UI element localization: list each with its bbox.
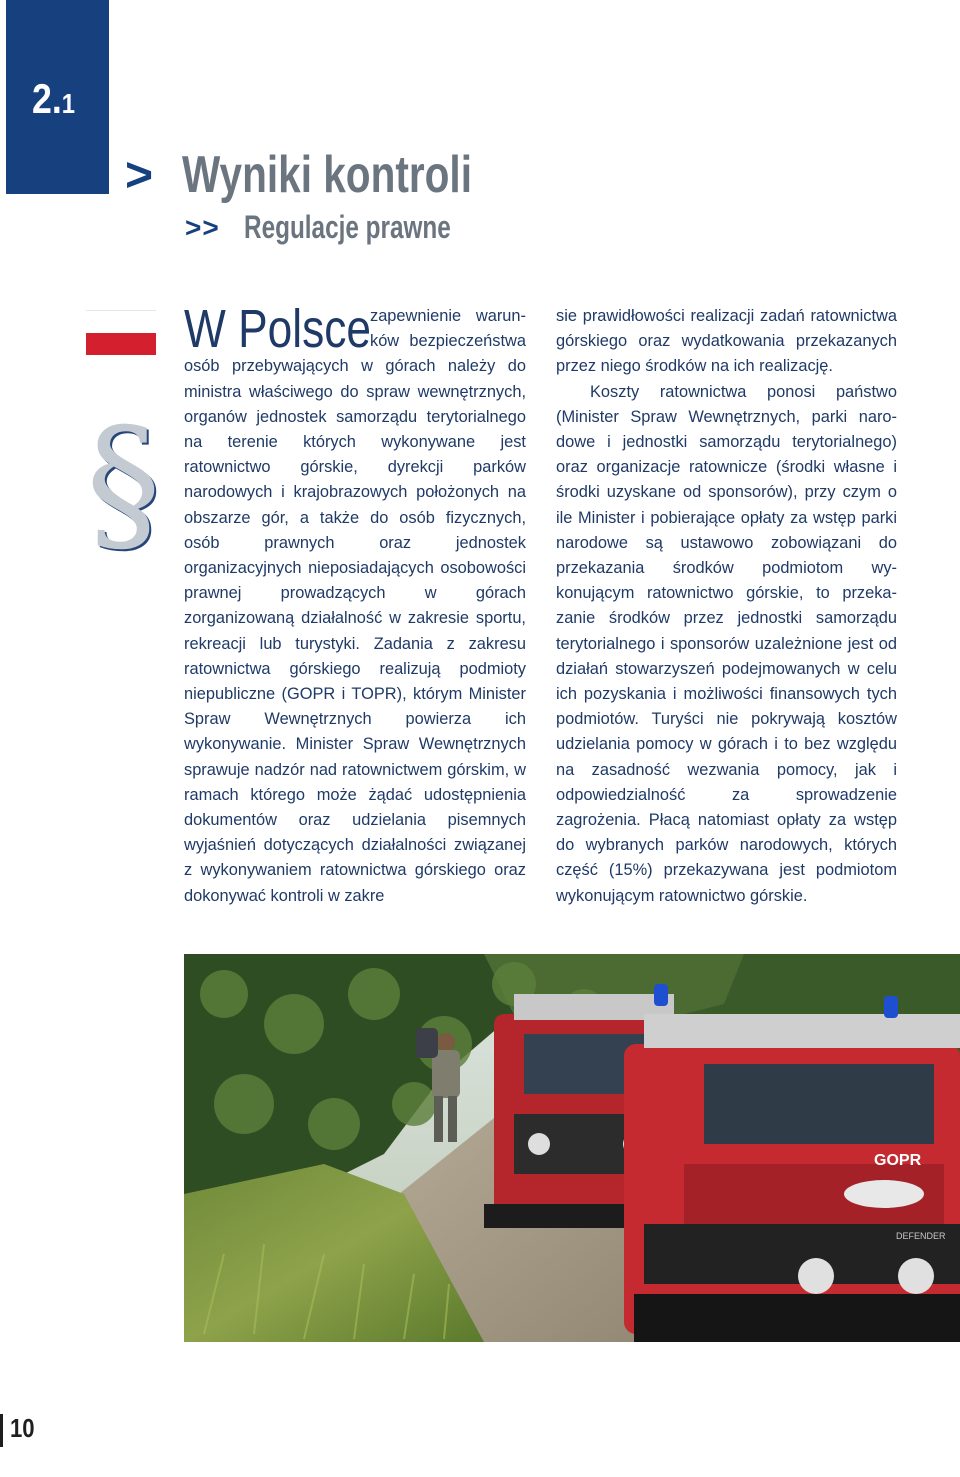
article-column-right: [556, 304, 897, 909]
svg-text:GOPR: GOPR: [874, 1152, 922, 1169]
page-number-bar: [0, 1414, 3, 1447]
page-number: 10: [10, 1413, 35, 1443]
article-left-text: zapewnienie warunków bezpieczeństwa osób przebywających w górach należy do ministra właściwego do spraw wewnętrznych, organów jednostek samorządu terytorialnego na terenie których wykonywane jest ratownictwo górskie, dyrekcji parków narodowych i krajobrazowych położonych na obszarze gór, a także do osób fizycznych, osób prawnych oraz jednostek organizacyjnych nieposiadających osobowości prawnej prowadzących w górach zorganizowaną działalność w zakresie sportu, rekreacji lub turystyki. Zadania z zakresu ratownictwa górskiego realizują podmioty niepubliczne (GOPR i TOPR), którym Minister Spraw Wewnętrznych powierza ich wykonywanie. Minister Spraw Wewnętrznych sprawuje nadzór nad ratownictwem górskim, w ramach którego może żądać udostępnienia dokumentów oraz udzielania pisemnych wyjaśnień dotyczących działalności związanej z wykonywaniem ratownictwa górskiego oraz dokonywać kontroli w zakre: [184, 307, 526, 905]
page-title: Wyniki kontroli: [182, 146, 472, 204]
article-lead: W Polsce: [184, 299, 372, 359]
poland-flag-icon: [86, 310, 156, 354]
rescue-vehicles-photo: [184, 954, 960, 1342]
svg-text:DEFENDER: DEFENDER: [896, 1231, 946, 1241]
paragraph-sign-icon: §: [86, 397, 161, 571]
rescue-vehicle-front: [624, 984, 960, 1342]
article-right-paragraph-1: sie prawidłowości realizacji zadań ratownictwa górskiego oraz wydatkowania przekazanych przez niego środków na ich realizację.: [556, 307, 897, 376]
article-right-paragraph-2: Koszty ratownictwa ponosi państwo (Minister Spraw Wewnętrznych, parki narodowe i jednostki samorządu terytorialnego) oraz organizacje ratownicze (środki własne i środki uzyskane od sponsorów), przy czym o ile Minister i pobierające opłaty za wstęp parki narodowe są ustawowo zobowiązani do przekazania środków podmiotom wykonującym ratownictwo górskie, to przekazanie środków przez jednostki samorządu terytorialnego i sponsorów uzależnione jest od działań stowarzyszeń podejmowanych w celu ich pozyskania i możliwości finansowych tych podmiotów. Turyści nie pokrywają kosztów udzielania pomocy w górach i to bez względu na zasadność wezwania pomocy, jak i odpowiedzialność za sprowadzenie zagrożenia. Płacą natomiast opłaty za wstęp do wybranych parków narodowych, których część (15%) przekazywana jest podmiotom wykonującym ratownictwo górskie.: [556, 382, 897, 905]
section-number: 2.1: [32, 75, 76, 122]
page-subtitle: Regulacje prawne: [244, 209, 451, 245]
section-tab: [6, 0, 109, 194]
title-arrow: >: [125, 149, 154, 202]
subtitle-arrow: >>: [185, 212, 220, 243]
article-column-left: [184, 299, 526, 909]
